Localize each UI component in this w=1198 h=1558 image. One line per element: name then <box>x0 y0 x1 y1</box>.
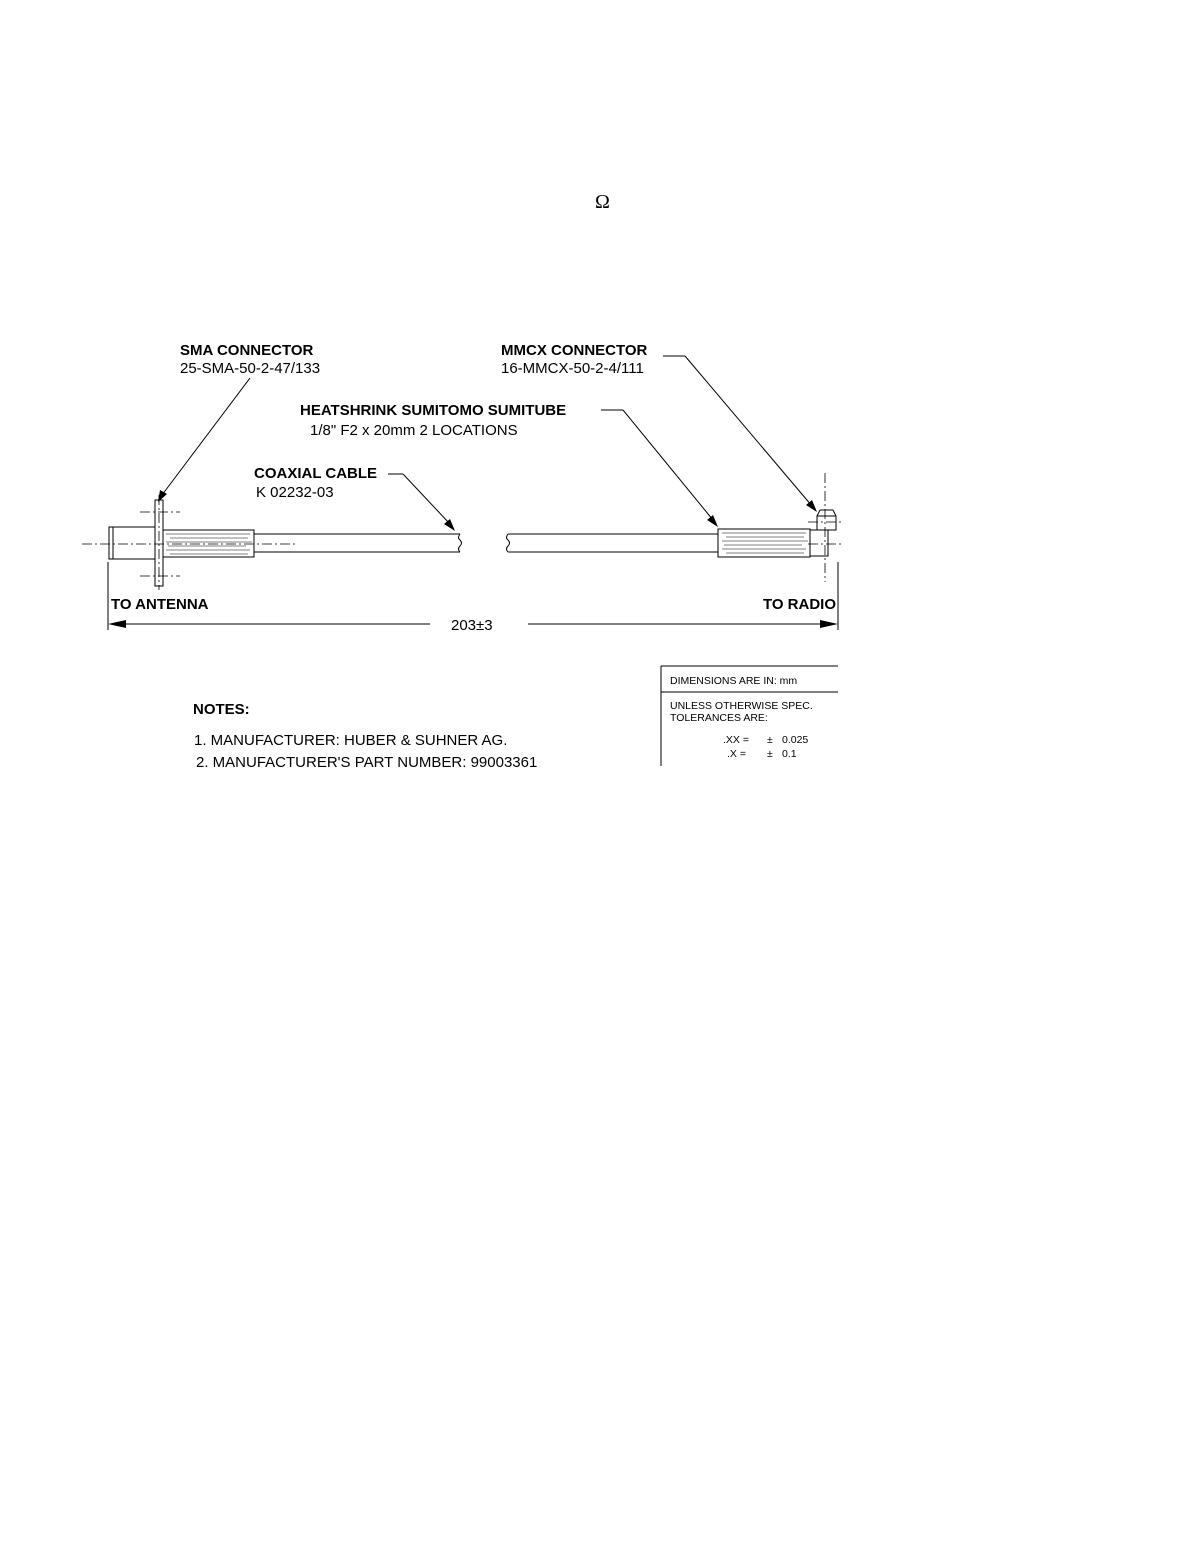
unless-otherwise: UNLESS OTHERWISE SPEC. <box>670 700 813 712</box>
coaxial-cable-title: COAXIAL CABLE <box>254 465 378 482</box>
length-value: 203±3 <box>451 617 493 634</box>
dimension-arrow-right <box>820 620 838 628</box>
xx-value: 0.025 <box>782 734 809 746</box>
x-label: .X = <box>727 748 746 760</box>
coaxial-cable-part: K 02232-03 <box>256 484 334 501</box>
mmcx-connector-part: 16-MMCX-50-2-4/111 <box>501 360 644 377</box>
x-pm: ± <box>767 748 773 760</box>
dimensions-unit: DIMENSIONS ARE IN: mm <box>670 675 798 687</box>
sma-connector-graphic <box>109 495 254 590</box>
xx-label: .XX = <box>723 734 749 746</box>
sma-connector-part: 25-SMA-50-2-47/133 <box>180 360 321 377</box>
mmcx-connector-title: MMCX CONNECTOR <box>501 342 648 359</box>
note-2: 2. MANUFACTURER'S PART NUMBER: 99003361 <box>196 754 538 771</box>
sma-connector-title: SMA CONNECTOR <box>180 342 314 359</box>
tolerances-are: TOLERANCES ARE: <box>670 712 768 724</box>
note-1: 1. MANUFACTURER: HUBER & SUHNER AG. <box>194 732 508 749</box>
notes-title: NOTES: <box>193 701 250 718</box>
mmcx-connector-graphic <box>718 473 842 582</box>
leader-lines <box>158 356 817 531</box>
heatshrink-spec: 1/8" F2 x 20mm 2 LOCATIONS <box>310 422 518 439</box>
to-antenna-label: TO ANTENNA <box>111 596 209 613</box>
x-value: 0.1 <box>782 748 797 760</box>
coaxial-cable-graphic <box>254 534 718 552</box>
omega-symbol: Ω <box>595 191 610 213</box>
dimension-arrow-left <box>108 620 126 628</box>
to-radio-label: TO RADIO <box>762 596 836 613</box>
xx-pm: ± <box>767 734 773 746</box>
heatshrink-title: HEATSHRINK SUMITOMO SUMITUBE <box>300 402 567 419</box>
